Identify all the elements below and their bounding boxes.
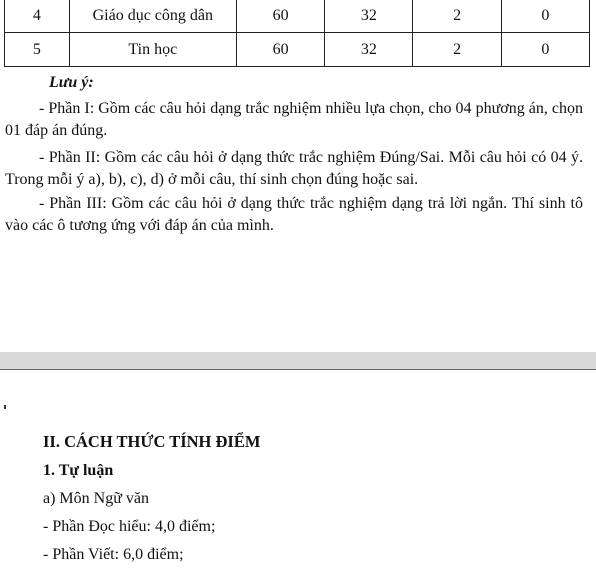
- table-cell: 5: [5, 33, 70, 67]
- table-cell: 2: [413, 33, 501, 67]
- subject-line: a) Môn Ngữ văn: [43, 490, 149, 507]
- note-title: Lưu ý:: [49, 74, 94, 91]
- note-paragraph-part-2: - Phần II: Gồm các câu hỏi ở dạng thức trắc nghiệm Đúng/Sai. Mỗi câu hỏi có 04 ý. Trong mỗi ý a), b), c), d) ở mỗi câu, thí sinh chọn đúng hoặc sai.: [5, 149, 583, 188]
- table-cell: 0: [501, 33, 589, 67]
- table-cell: Tin học: [69, 33, 236, 67]
- table-cell: 60: [236, 0, 324, 33]
- table-cell: Giáo dục công dân: [69, 0, 236, 33]
- writing-score-line: - Phần Viết: 6,0 điểm;: [43, 546, 184, 563]
- table-cell: 60: [236, 33, 324, 67]
- note-paragraph-part-3: - Phần III: Gồm các câu hỏi ở dạng thức trắc nghiệm dạng trả lời ngắn. Thí sinh tô vào các ô tương ứng với đáp án của mình.: [5, 195, 583, 234]
- subject-table: [4, 0, 590, 67]
- table-row: [5, 33, 590, 67]
- table-cell: 2: [413, 0, 501, 33]
- scan-speck: [4, 405, 6, 409]
- table-cell: 4: [5, 0, 70, 33]
- page-break: [0, 352, 596, 370]
- section-title: II. CÁCH THỨC TÍNH ĐIỂM: [43, 432, 261, 451]
- table-cell: 0: [501, 0, 589, 33]
- table-row: [5, 0, 590, 33]
- table-cell: 32: [325, 33, 413, 67]
- reading-score-line: - Phần Đọc hiểu: 4,0 điểm;: [43, 518, 216, 535]
- table-cell: 32: [325, 0, 413, 33]
- subsection-title: 1. Tự luận: [43, 462, 114, 479]
- note-paragraph-part-1: - Phần I: Gồm các câu hỏi dạng trắc nghiệm nhiều lựa chọn, cho 04 phương án, chọn 01 đáp án đúng.: [5, 100, 583, 139]
